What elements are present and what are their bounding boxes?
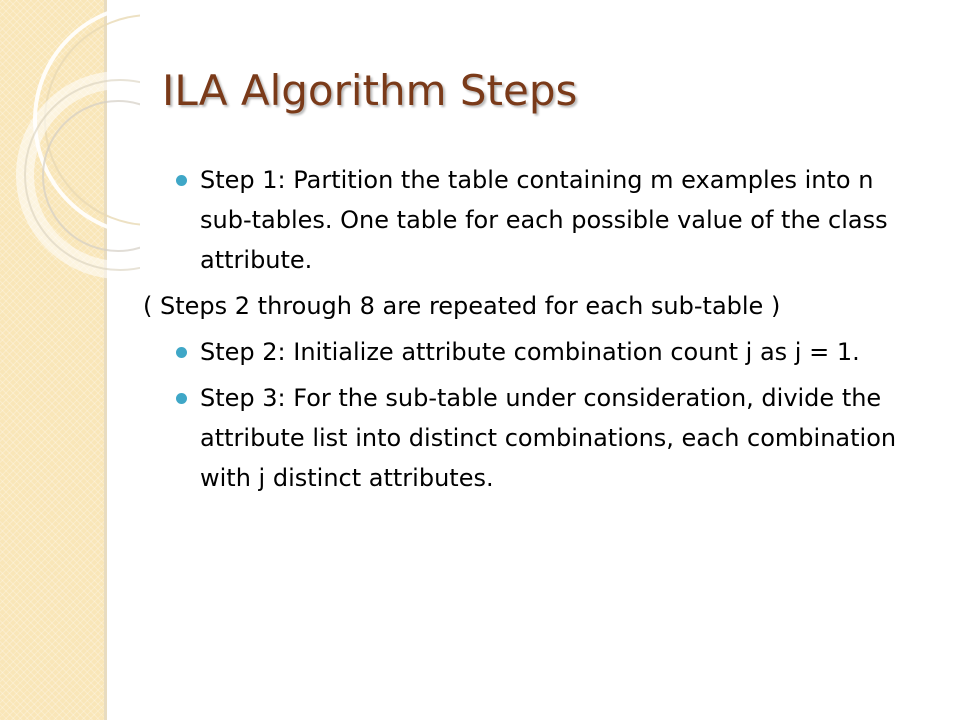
bullet-marker (176, 347, 187, 358)
note-text: ( Steps 2 through 8 are repeated for each sub-table ) (143, 292, 781, 320)
step-3-text: Step 3: For the sub-table under consideration, divide the attribute list into distinct combinations, each combination with j distinct attributes. (200, 384, 897, 492)
step-2-text: Step 2: Initialize attribute combination count j as j = 1. (200, 338, 860, 366)
slide-body (143, 160, 910, 504)
bullet-step-2 (170, 332, 910, 372)
bullet-marker (176, 393, 187, 404)
decorative-circles (0, 0, 140, 320)
bullet-step-3 (170, 378, 910, 498)
note-steps-repeat (143, 286, 910, 326)
bullet-marker (176, 175, 187, 186)
slide-title: ILA Algorithm Steps (162, 66, 578, 115)
bullet-step-1 (170, 160, 910, 280)
step-1-text: Step 1: Partition the table containing m examples into n sub-tables. One table for each possible value of the class attribute. (200, 166, 888, 274)
